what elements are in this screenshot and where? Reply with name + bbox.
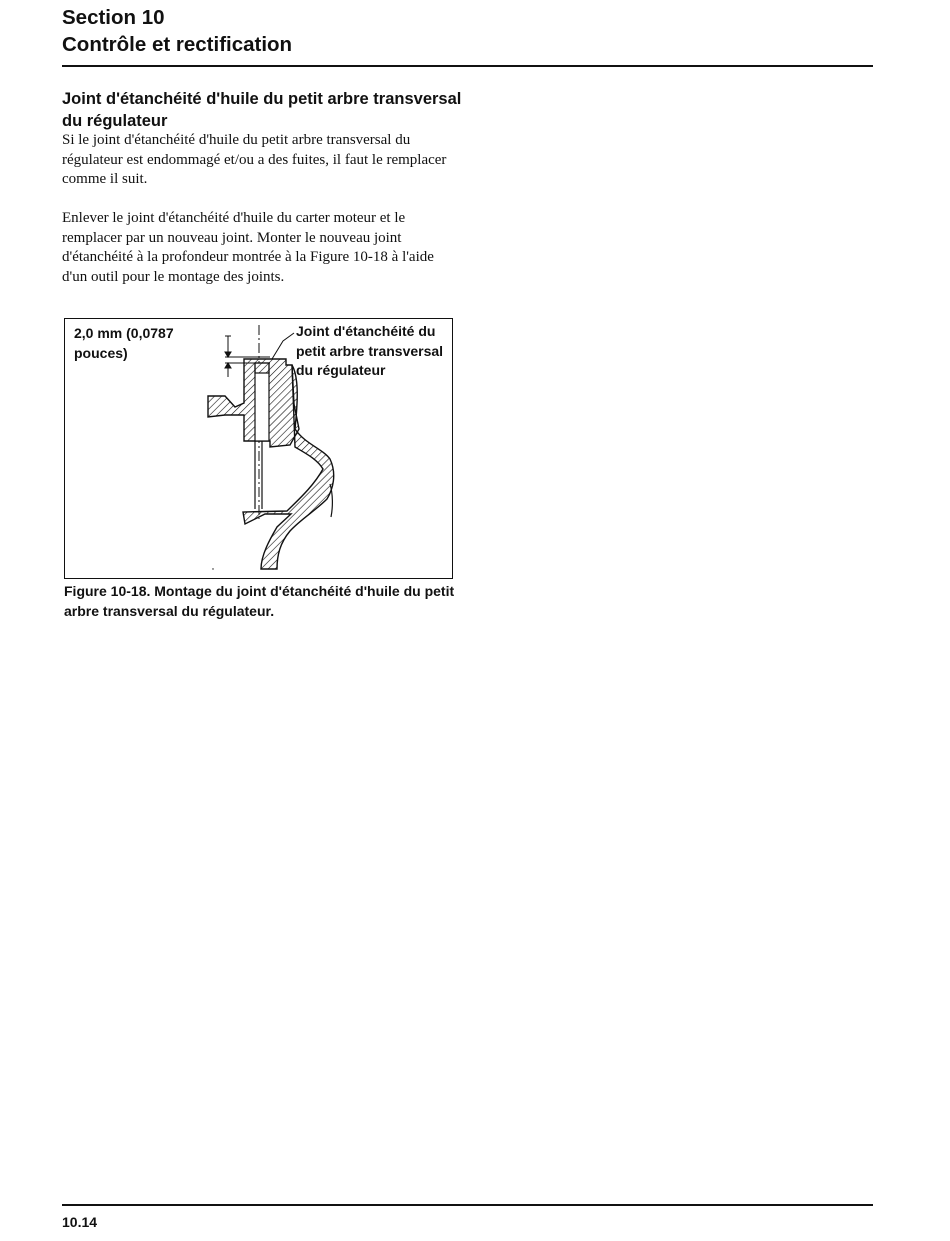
footer-divider [62,1204,873,1206]
section-title: Contrôle et rectification [62,33,293,56]
paragraph-1: Si le joint d'étanchéité d'huile du petit arbre transversal du régulateur est endommagé et/ou a des fuites, il faut le remplacer comme il suit. [62,132,447,187]
oil-seal [255,363,269,373]
bottom-dot [212,568,213,569]
section-number: Section 10 [62,6,165,29]
shaft-bore [255,363,269,441]
page-number: 10.14 [62,1214,98,1230]
figure-10-18 [64,318,453,579]
page-header [62,4,292,58]
paragraph-2: Enlever le joint d'étanchéité d'huile du carter moteur et le remplacer par un nouveau joint. Monter le nouveau joint d'étanchéité à la profondeur montrée à la Figure 10-18 à l'aide d'un outil pour le montage des joints. [62,210,434,285]
seal-part-label: Joint d'étanchéité du petit arbre transversal du régulateur [296,323,444,378]
subsection-heading: Joint d'étanchéité d'huile du petit arbre transversal du régulateur [62,90,462,130]
figure-caption: Figure 10-18. Montage du joint d'étanchéité d'huile du petit arbre transversal du régulateur. [64,583,455,619]
header-divider [62,65,873,67]
dimension-label: 2,0 mm (0,0787 pouces) [74,325,174,361]
upper-boss [208,359,299,447]
leader-line [272,333,294,359]
